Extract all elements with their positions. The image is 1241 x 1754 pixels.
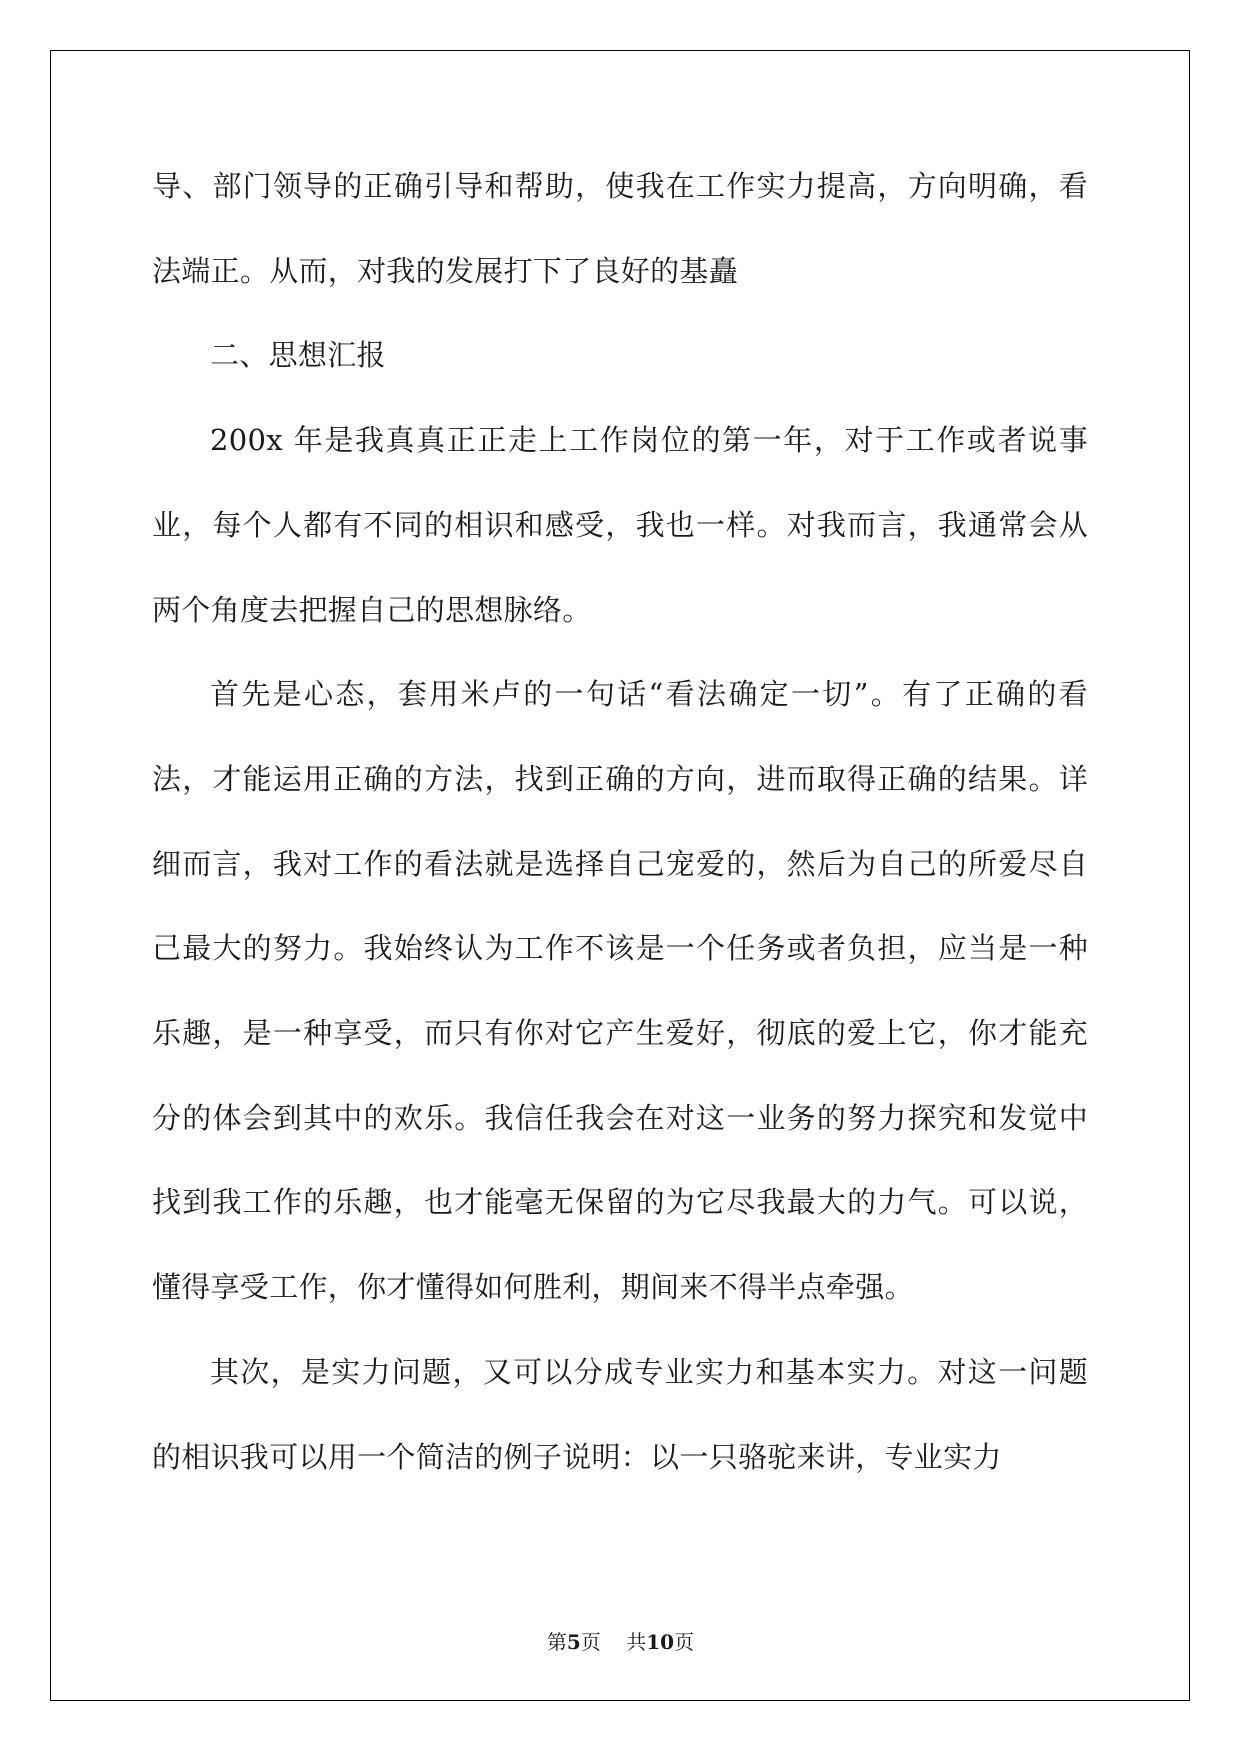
paragraph: 导、部门领导的正确引导和帮助，使我在工作实力提高，方向明确，看法端正。从而，对我的发展打下了良好的基矗 [152,169,1088,288]
footer-suffix: 页 [674,1630,695,1654]
paragraph: 其次，是实力问题，又可以分成专业实力和基本实力。对这一问题的相识我可以用一个简洁的例子说明：以一只骆驼来讲，专业实力 [152,1354,1088,1474]
current-page-number: 5 [566,1630,581,1654]
footer-prefix: 第 [546,1630,567,1654]
paragraph: 首先是心态，套用米卢的一句话“看法确定一切”。有了正确的看法，才能运用正确的方法，找到正确的方向，进而取得正确的结果。详细而言，我对工作的看法就是选择自己宠爱的，然后为自己的所爱尽自己最大的努力。我始终认为工作不该是一个任务或者负担，应当是一种乐趣，是一种享受，而只有你对它产生爱好，彻底的爱上它，你才能充分的体会到其中的欢乐。我信任我会在对这一业务的努力探究和发觉中找到我工作的乐趣，也才能毫无保留的为它尽我最大的力气。可以说，懂得享受工作，你才懂得如何胜利，期间来不得半点牵强。 [152,677,1088,1305]
paragraph: 200x 年是我真真正正走上工作岗位的第一年，对于工作或者说事业，每个人都有不同的相识和感受，我也一样。对我而言，我通常会从两个角度去把握自己的思想脉络。 [152,423,1088,627]
footer-middle: 页 共 [580,1630,647,1654]
page-footer [0,1626,1241,1655]
total-pages-number: 10 [646,1630,675,1654]
section-heading: 二、思想汇报 [210,338,386,373]
document-body [152,144,1088,1499]
